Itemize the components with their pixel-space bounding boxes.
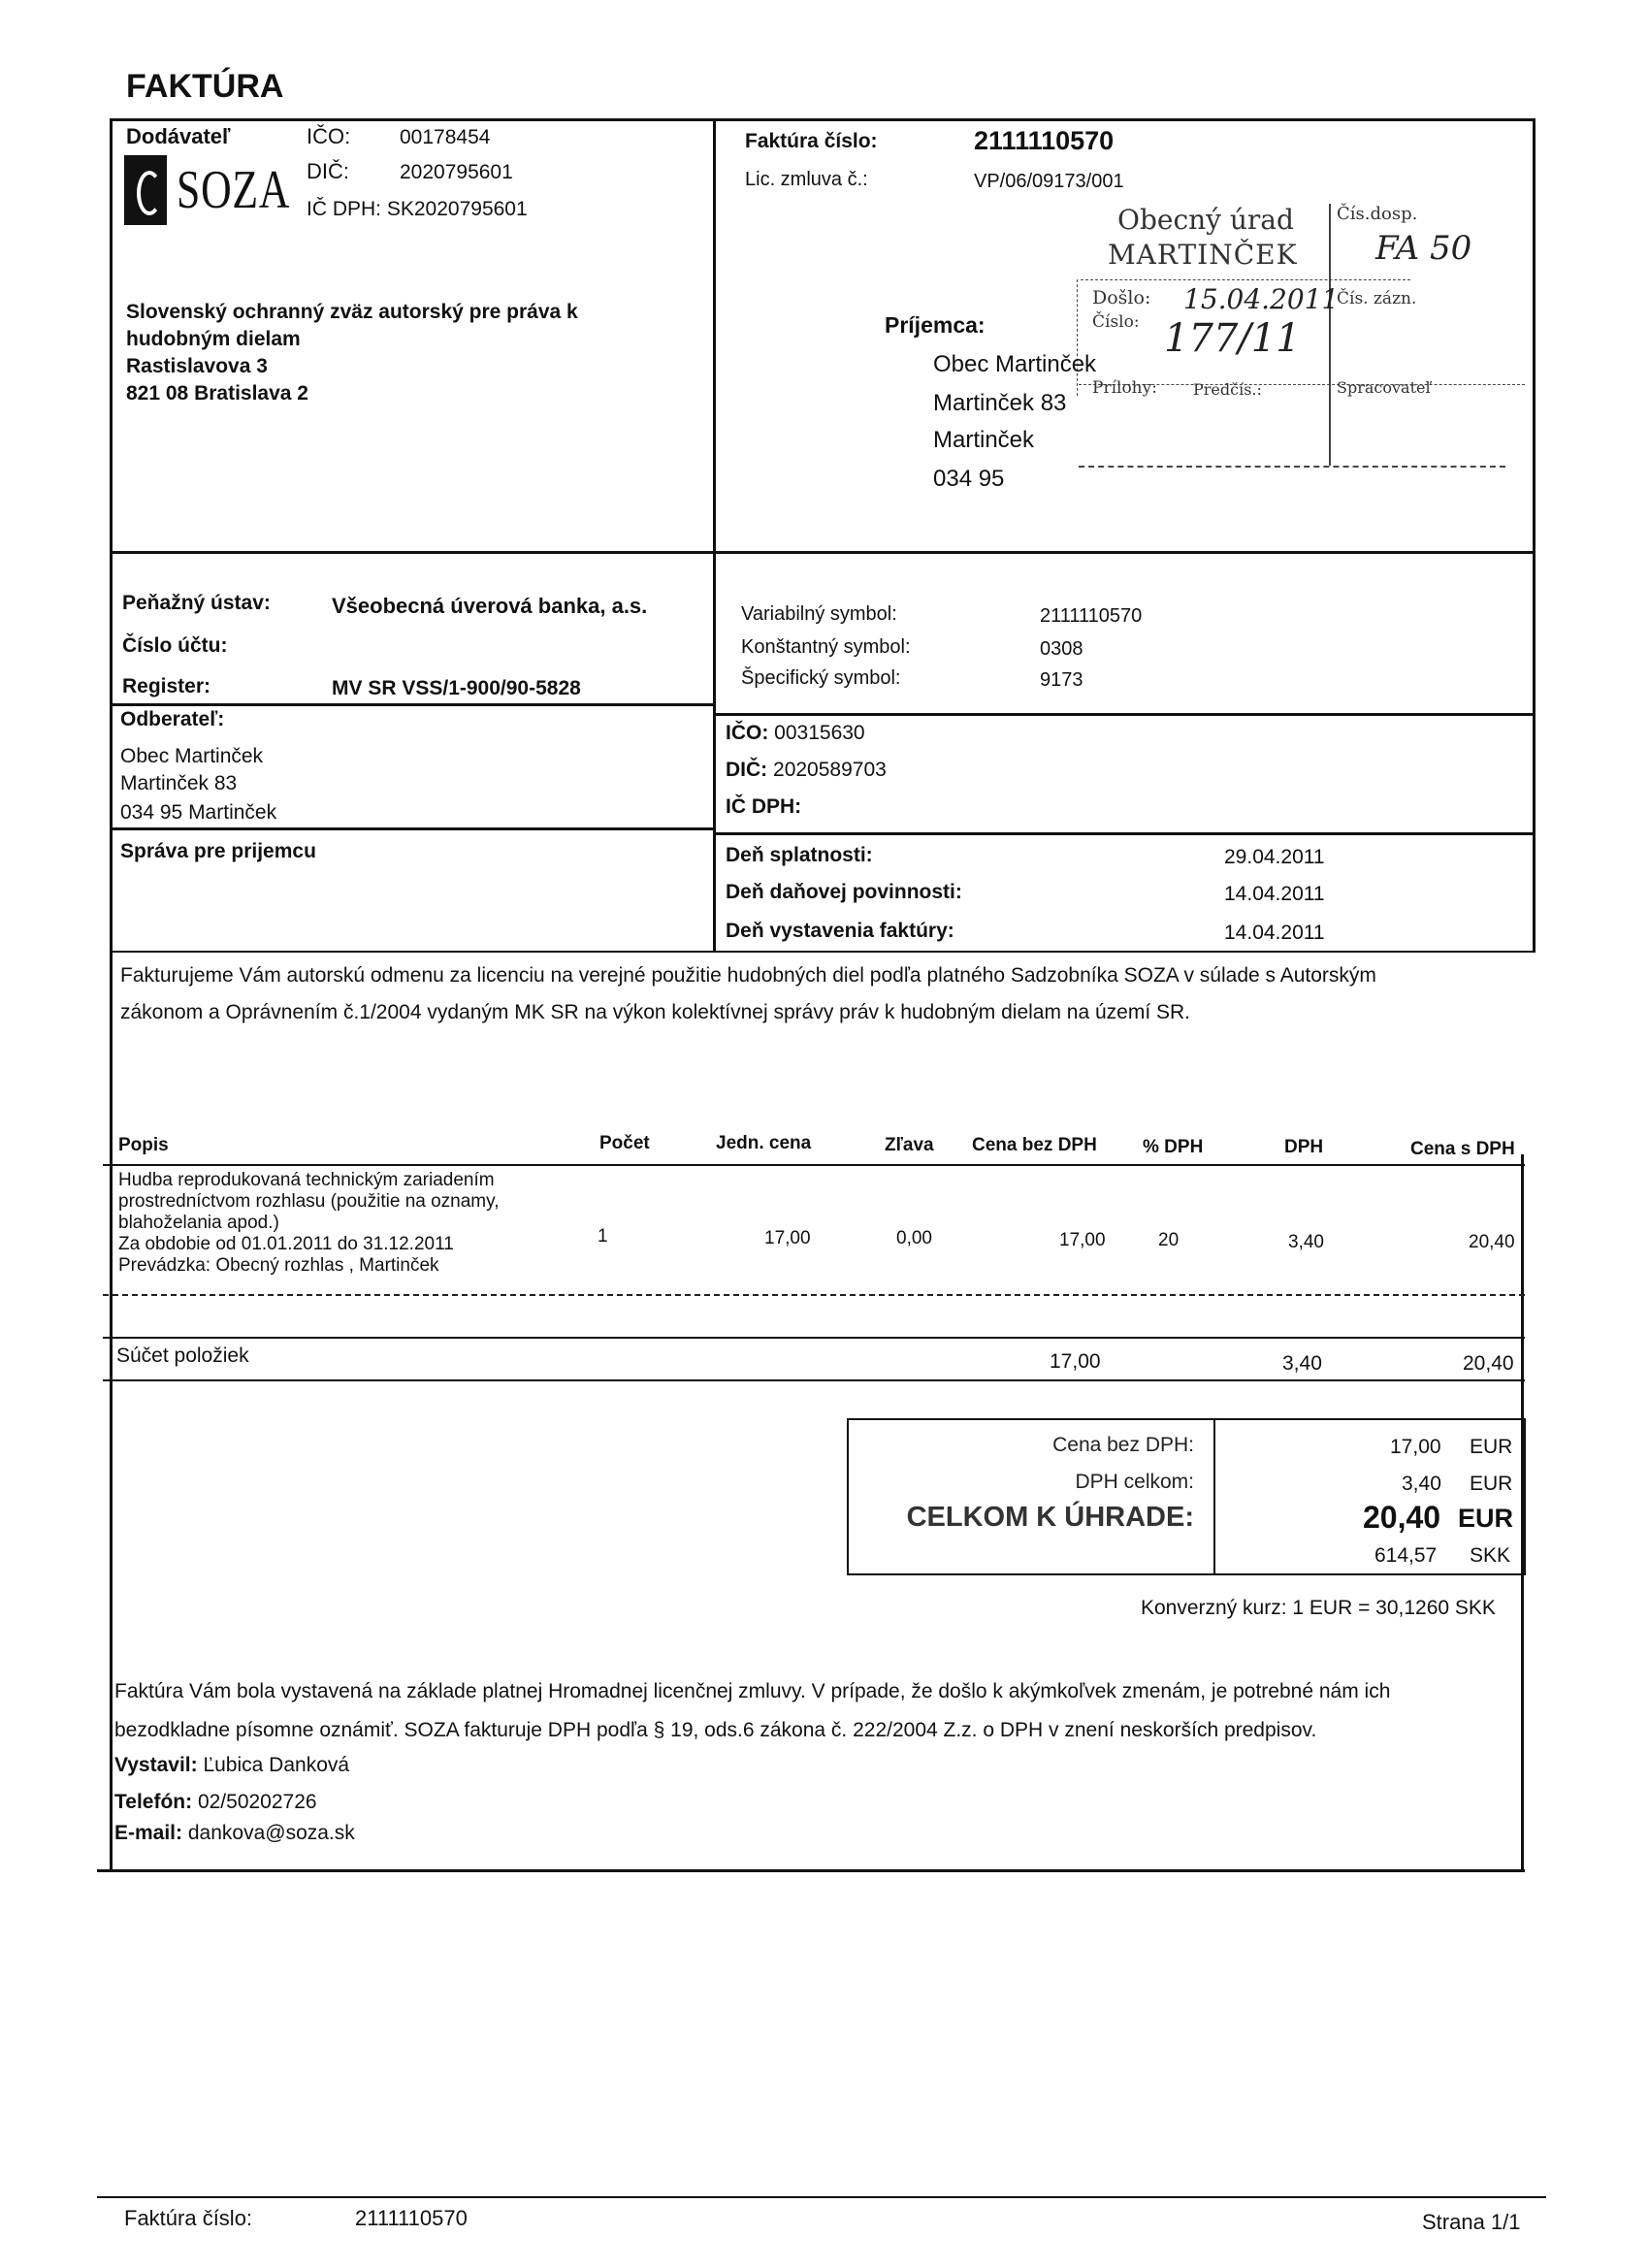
supplier-name-1: Slovenský ochranný zväz autorský pre práva k xyxy=(126,301,578,323)
frame-divider-2b xyxy=(713,713,1536,716)
bank-value: Všeobecná úverová banka, a.s. xyxy=(332,594,648,618)
item-desc-1: Hudba reprodukovaná technickým zariadením xyxy=(118,1170,495,1190)
supplier-street: Rastislavova 3 xyxy=(126,355,268,377)
item-gross: 20,40 xyxy=(1469,1232,1515,1252)
frame-divider-2a xyxy=(110,703,716,706)
stamp-cislo-value: 177/11 xyxy=(1164,316,1301,361)
stamp-cis-zazn-label: Čís. zázn. xyxy=(1337,289,1417,308)
phone-value: 02/50202726 xyxy=(197,1791,317,1813)
license-label: Lic. zmluva č.: xyxy=(745,169,868,190)
supplier-city: 821 08 Bratislava 2 xyxy=(126,382,308,405)
supplier-dic: 2020795601 xyxy=(400,161,513,183)
email-value: dankova@soza.sk xyxy=(187,1822,355,1844)
recipient-town: Martinček xyxy=(933,427,1035,453)
sum-label: Súčet položiek xyxy=(116,1345,249,1367)
customer-ico xyxy=(726,722,865,745)
register-label: Register: xyxy=(122,675,211,697)
due-label: Deň splatnosti: xyxy=(726,844,873,866)
intro-line-2: zákonom a Oprávnením č.1/2004 vydaným MK SR na výkon kolektívnej správy práv k hudobným dielam na území SR. xyxy=(120,1001,1191,1023)
totals-box xyxy=(847,1418,1526,1575)
supplier-icdph-value: SK2020795601 xyxy=(386,198,528,220)
customer-icdph xyxy=(726,795,801,819)
frame-divider-1 xyxy=(110,551,1536,554)
customer-label: Odberateľ: xyxy=(120,708,225,730)
customer-street: Martinček 83 xyxy=(120,772,238,794)
item-vat: 3,40 xyxy=(1288,1232,1324,1252)
spec-symbol-label: Špecifický symbol: xyxy=(741,667,901,689)
frame-top xyxy=(110,118,1536,121)
footer-text-1: Faktúra Vám bola vystavená na základe platnej Hromadnej licenčnej zmluvy. V prípade, že došlo k akýmkoľvek zmenám, je potrebné nám ich xyxy=(114,1680,1391,1702)
totals-vat-cur: EUR xyxy=(1470,1473,1513,1495)
logo-text: SOZA xyxy=(177,160,291,220)
th-discount: Zľava xyxy=(885,1135,934,1155)
customer-dic xyxy=(726,759,887,782)
phone xyxy=(114,1791,317,1814)
item-desc-3: blahoželania apod.) xyxy=(118,1213,279,1233)
license-number: VP/06/09173/001 xyxy=(974,171,1124,192)
th-vat-pct: % DPH xyxy=(1143,1137,1204,1157)
page-footer-number-label: Faktúra číslo: xyxy=(124,2206,253,2230)
item-net: 17,00 xyxy=(1059,1230,1106,1250)
invoice-number: 2111110570 xyxy=(974,126,1115,155)
stamp-prilohy-label: Prílohy: xyxy=(1092,378,1157,398)
issue-date-label: Deň vystavenia faktúry: xyxy=(726,920,954,942)
bank-label: Peňažný ústav: xyxy=(122,592,271,614)
var-symbol-value: 2111110570 xyxy=(1040,605,1143,627)
sum-net: 17,00 xyxy=(1050,1350,1101,1373)
totals-vat-label: DPH celkom: xyxy=(1075,1471,1194,1493)
invoice-number-label: Faktúra číslo: xyxy=(745,130,878,152)
conversion-rate: Konverzný kurz: 1 EUR = 30,1260 SKK xyxy=(1141,1597,1496,1619)
totals-skk: 614,57 xyxy=(1374,1544,1438,1567)
recipient-name: Obec Martinček xyxy=(933,351,1097,377)
item-desc-2: prostredníctvom rozhlasu (použitie na oznamy, xyxy=(118,1191,500,1212)
spec-symbol-value: 9173 xyxy=(1040,669,1083,691)
table-header-rule xyxy=(103,1164,1525,1166)
totals-total-label: CELKOM K ÚHRADE: xyxy=(906,1502,1194,1533)
th-vat: DPH xyxy=(1284,1137,1324,1157)
item-dashed-rule xyxy=(103,1294,1525,1296)
stamp-cislo-label: Číslo: xyxy=(1092,312,1140,332)
item-desc-5: Prevádzka: Obecný rozhlas , Martinček xyxy=(118,1255,439,1276)
th-count: Počet xyxy=(599,1133,650,1153)
frame-divider-4 xyxy=(110,951,1536,953)
totals-skk-cur: SKK xyxy=(1470,1544,1511,1567)
sum-gross: 20,40 xyxy=(1463,1352,1514,1375)
table-row xyxy=(118,1170,500,1277)
email xyxy=(114,1822,355,1845)
sum-vat: 3,40 xyxy=(1282,1352,1322,1375)
stamp-spracovatel-label: Spracovateľ xyxy=(1337,378,1431,397)
customer-ico-label: IČO: xyxy=(726,722,769,744)
supplier-icdph xyxy=(307,198,528,221)
konst-symbol-label: Konštantný symbol: xyxy=(741,636,911,658)
customer-icdph-label: IČ DPH: xyxy=(726,795,802,818)
recipient-label: Príjemca: xyxy=(885,312,986,338)
frame-left-lower xyxy=(110,951,113,1872)
sum-bottom-rule xyxy=(103,1379,1525,1381)
customer-city: 034 95 Martinček xyxy=(120,801,277,824)
issue-date: 14.04.2011 xyxy=(1224,922,1325,944)
supplier-ico: 00178454 xyxy=(400,126,491,148)
tax-date-label: Deň daňovej povinnosti: xyxy=(726,881,962,903)
supplier-name-2: hudobným dielam xyxy=(126,328,301,350)
email-label: E-mail: xyxy=(114,1822,183,1844)
register-value: MV SR VSS/1-900/90-5828 xyxy=(332,677,581,699)
item-discount: 0,00 xyxy=(896,1228,932,1248)
supplier-dic-label: DIČ: xyxy=(307,159,349,183)
totals-total-cur: EUR xyxy=(1458,1504,1514,1533)
stamp-office-1: Obecný úrad xyxy=(1117,204,1294,236)
stamp-cis-dosp-value: FA 50 xyxy=(1375,229,1472,268)
th-net: Cena bez DPH xyxy=(972,1135,1097,1155)
item-count: 1 xyxy=(598,1226,608,1247)
issued-by-value: Ľubica Danková xyxy=(203,1754,350,1776)
supplier-ico-label: IČO: xyxy=(307,124,351,148)
page-number: Strana 1/1 xyxy=(1422,2210,1521,2234)
footer-text-2: bezodkladne písomne oznámiť. SOZA fakturuje DPH podľa § 19, ods.6 zákona č. 222/2004 Z.z. o DPH v znení neskorších predpisov. xyxy=(114,1719,1317,1741)
issued-by xyxy=(114,1754,349,1777)
totals-vat: 3,40 xyxy=(1402,1473,1441,1495)
customer-dic-label: DIČ: xyxy=(726,759,768,781)
th-gross: Cena s DPH xyxy=(1410,1139,1515,1159)
totals-net-label: Cena bez DPH: xyxy=(1052,1434,1194,1456)
item-unit-price: 17,00 xyxy=(764,1228,811,1248)
phone-label: Telefón: xyxy=(114,1791,193,1813)
konst-symbol-value: 0308 xyxy=(1040,638,1083,660)
stamp-doslo-value: 15.04.2011 xyxy=(1183,283,1340,315)
tax-date: 14.04.2011 xyxy=(1224,883,1325,905)
item-desc-4: Za obdobie od 01.01.2011 do 31.12.2011 xyxy=(118,1234,454,1254)
frame-divider-3b xyxy=(713,832,1536,835)
logo-mark-icon xyxy=(124,155,167,225)
stamp-doslo-label: Došlo: xyxy=(1092,287,1151,308)
frame-bottom xyxy=(97,1869,1525,1872)
intro-line-1: Fakturujeme Vám autorskú odmenu za licenciu na verejné použitie hudobných diel podľa platného Sadzobníka SOZA v súlade s Autorským xyxy=(120,964,1376,987)
frame-right xyxy=(1533,118,1536,953)
due-date: 29.04.2011 xyxy=(1224,846,1325,868)
sum-top-rule xyxy=(103,1337,1525,1339)
page-footer-number: 2111110570 xyxy=(355,2206,468,2230)
invoice-title: FAKTÚRA xyxy=(126,68,284,105)
recipient-street: Martinček 83 xyxy=(933,390,1067,416)
registry-stamp xyxy=(1079,194,1525,468)
customer-dic-value: 2020589703 xyxy=(773,759,887,781)
account-label: Číslo účtu: xyxy=(122,634,228,657)
recipient-zip: 034 95 xyxy=(933,466,1005,492)
totals-net: 17,00 xyxy=(1390,1436,1441,1458)
th-unit-price: Jedn. cena xyxy=(716,1133,812,1153)
stamp-office-2: MARTINČEK xyxy=(1108,239,1298,271)
th-description: Popis xyxy=(118,1135,169,1155)
frame-divider-3a xyxy=(110,827,716,830)
supplier-icdph-label: IČ DPH: xyxy=(307,198,382,220)
soza-logo xyxy=(124,155,297,225)
customer-name: Obec Martinček xyxy=(120,745,264,767)
page-footer-rule xyxy=(97,2196,1546,2198)
totals-total: 20,40 xyxy=(1363,1500,1441,1535)
message-label: Správa pre prijemcu xyxy=(120,840,316,862)
customer-ico-value: 00315630 xyxy=(774,722,865,744)
item-vat-pct: 20 xyxy=(1158,1230,1180,1250)
var-symbol-label: Variabilný symbol: xyxy=(741,603,897,625)
supplier-label: Dodávateľ xyxy=(126,124,231,148)
stamp-cis-dosp-label: Čís.dosp. xyxy=(1337,204,1418,224)
totals-net-cur: EUR xyxy=(1470,1436,1513,1458)
stamp-predcis-label: Predčís.: xyxy=(1193,380,1262,399)
issued-by-label: Vystavil: xyxy=(114,1754,198,1776)
